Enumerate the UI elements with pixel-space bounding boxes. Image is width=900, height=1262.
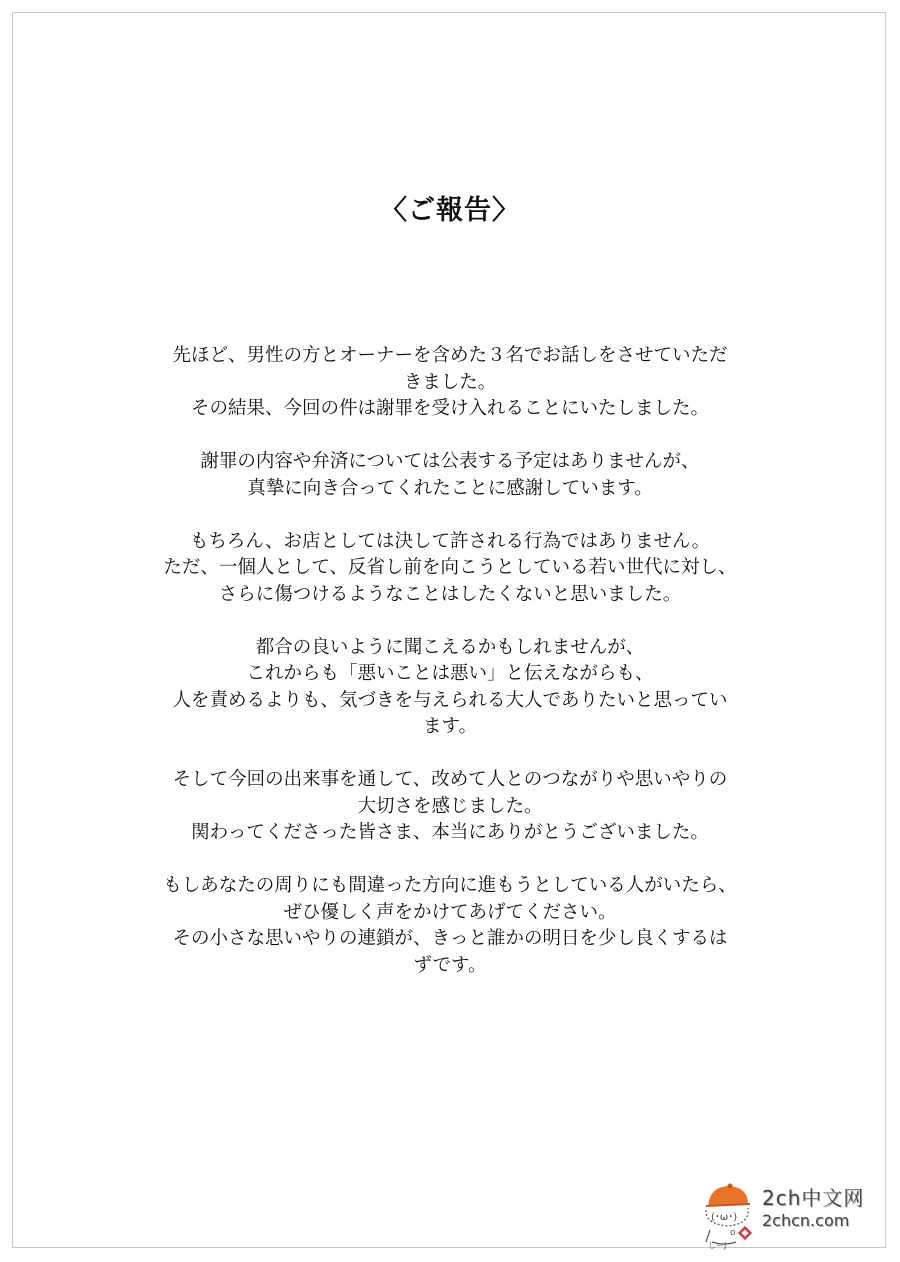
text-line: 都合の良いように聞こえるかもしれませんが、 xyxy=(255,636,645,658)
text-line: これからも「悪いことは悪い」と伝えながらも、 xyxy=(246,663,654,684)
paragraph-5 xyxy=(110,767,790,847)
text-line: もちろん、お店としては決して許される行為ではありません。 xyxy=(189,530,711,552)
text-line: ぜひ優しく声をかけてあげてください。 xyxy=(283,901,617,923)
paragraph-6 xyxy=(110,873,790,979)
watermark-url: 2chcn.com xyxy=(762,1211,850,1230)
text-line: ます。 xyxy=(422,716,478,737)
text-line: きました。 xyxy=(403,371,497,393)
watermark-title: 2ch中文网 xyxy=(762,1186,865,1210)
text-line: さらに傷つけるようなことはしたくないと思いました。 xyxy=(218,583,682,605)
paragraph-2 xyxy=(110,449,790,502)
text-line: もしあなたの周りにも間違った方向に進もうとしている人がいたら、 xyxy=(163,875,737,896)
text-line: 関わってくださった皆さま、本当にありがとうございました。 xyxy=(191,822,709,843)
text-line: 謝罪の内容や弁済については公表する予定はありませんが、 xyxy=(200,451,700,472)
svg-text:o: o xyxy=(730,1228,736,1238)
paragraph-1 xyxy=(110,343,790,423)
paragraph-4 xyxy=(110,635,790,741)
text-line: 人を責めるよりも、気づきを与えられる大人でありたいと思ってい xyxy=(172,689,728,711)
text-line: 真摯に向き合ってくれたことに感謝しています。 xyxy=(247,477,653,499)
text-line: そして今回の出来事を通して、改めて人とのつながりや思いやりの xyxy=(172,769,728,790)
text-line: 先ほど、男性の方とオーナーを含めた３名でお話しをさせていただ xyxy=(172,345,728,366)
paragraph-3 xyxy=(110,529,790,609)
text-line: その結果、今回の件は謝罪を受け入れることにいたしました。 xyxy=(190,398,709,419)
document-body xyxy=(110,343,790,1006)
svg-text:しーJ: しーJ xyxy=(708,1241,727,1250)
text-line: ずです。 xyxy=(413,954,487,976)
mascot-icon xyxy=(700,1180,760,1250)
document-title: 〈ご報告〉 xyxy=(380,195,520,226)
watermark xyxy=(700,1180,870,1250)
text-line: その小さな思いやりの連鎖が、きっと誰かの明日を少し良くするは xyxy=(172,928,728,949)
text-line: 大切さを感じました。 xyxy=(357,795,543,817)
text-line: ただ、一個人として、反省し前を向こうとしている若い世代に対し、 xyxy=(163,557,737,578)
svg-text:(･ω･): (･ω･) xyxy=(711,1212,738,1223)
